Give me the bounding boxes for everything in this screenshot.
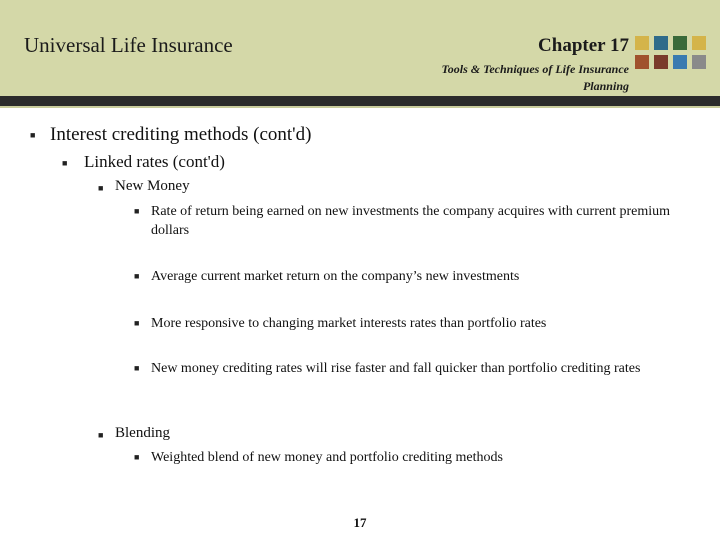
bullet-marker: ■: [134, 452, 140, 462]
bullet-marker: ■: [30, 130, 36, 140]
bullet-marker: ■: [62, 158, 68, 168]
square-3: [673, 36, 687, 50]
bullet-nm-average-return: Average current market return on the company’s new investments: [151, 269, 520, 284]
bullet-interest-crediting: Interest crediting methods (cont'd): [50, 124, 312, 145]
bullet-nm-rate-of-return: Rate of return being earned on new investments the company acquires with current premium dollars: [151, 204, 670, 238]
bullet-marker: ■: [98, 183, 104, 193]
bullet-marker: ■: [134, 271, 140, 281]
square-7: [673, 55, 687, 69]
square-6: [654, 55, 668, 69]
bullet-marker: ■: [134, 318, 140, 328]
square-8: [692, 55, 706, 69]
bullet-marker: ■: [134, 363, 140, 373]
header-divider-accent: [0, 106, 720, 108]
page-number: 17: [353, 515, 367, 530]
bullet-linked-rates: Linked rates (cont'd): [84, 152, 225, 171]
bullet-marker: ■: [134, 206, 140, 216]
slide-title: Universal Life Insurance: [24, 33, 233, 57]
bullet-nm-rise-faster: New money crediting rates will rise faster and fall quicker than portfolio crediting rates: [151, 361, 641, 376]
square-2: [654, 36, 668, 50]
chapter-label: Chapter 17: [538, 35, 629, 56]
bullet-nm-responsive: More responsive to changing market interests rates than portfolio rates: [151, 316, 547, 331]
square-4: [692, 36, 706, 50]
header-divider: [0, 96, 720, 106]
bullet-marker: ■: [98, 430, 104, 440]
square-5: [635, 55, 649, 69]
bullet-blending: Blending: [115, 425, 170, 441]
square-1: [635, 36, 649, 50]
bullet-blend-weighted: Weighted blend of new money and portfolio crediting methods: [151, 450, 503, 465]
bullet-new-money: New Money: [115, 178, 190, 194]
chapter-subtitle: Tools & Techniques of Life Insurance Planning: [441, 62, 629, 93]
